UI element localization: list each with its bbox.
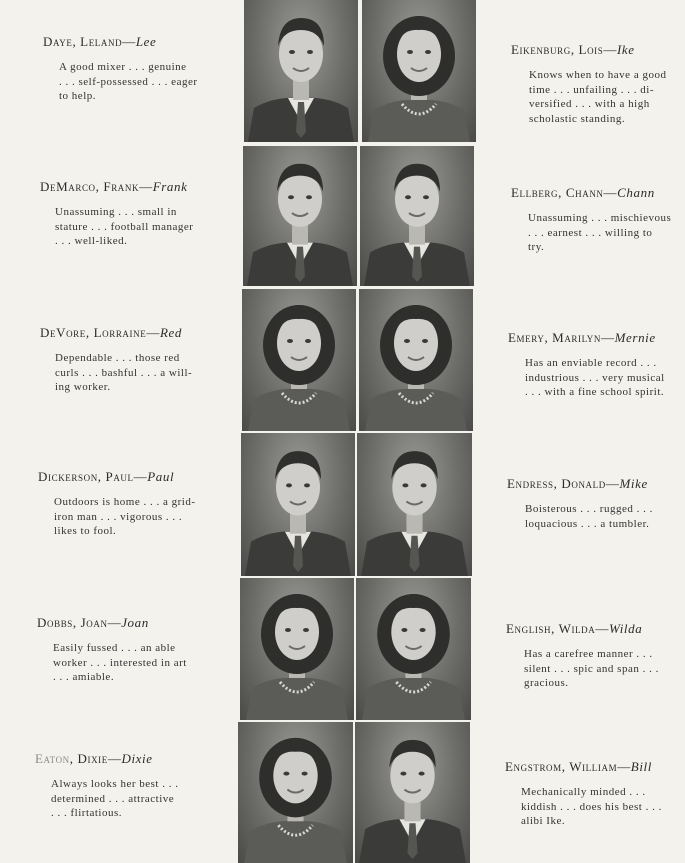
portrait-photo — [244, 0, 358, 142]
portrait-photo — [242, 289, 356, 431]
portrait-photo — [357, 433, 472, 576]
student-name: Dobbs, Joan—Joan — [37, 615, 149, 630]
student-description: Boisterous . . . rugged . . . loquacious . . . a tumbler. — [525, 503, 653, 530]
portrait-photo — [359, 289, 473, 431]
entry-right-3 — [507, 476, 681, 531]
entry-right-0 — [511, 42, 681, 126]
student-description: Has a carefree manner . . . silent . . . spic and span . . . gracious. — [524, 648, 659, 689]
entry-right-1 — [511, 185, 681, 255]
entry-right-4 — [506, 621, 681, 691]
portrait-photo — [243, 146, 357, 286]
student-name: Emery, Marilyn—Mernie — [508, 330, 656, 345]
portrait-photo — [241, 433, 355, 576]
student-description: Knows when to have a good time . . . unfailing . . . di- versified . . . with a high scholastic standing. — [529, 69, 667, 125]
portrait-photo — [355, 722, 470, 863]
student-description: Has an enviable record . . . industrious . . . very musical . . . with a fine school spirit. — [525, 357, 665, 398]
portrait-photo — [356, 578, 471, 720]
portrait-photo — [240, 578, 354, 720]
student-name: Daye, Leland—Lee — [43, 34, 157, 49]
student-name: Dickerson, Paul—Paul — [38, 469, 175, 484]
student-name: Endress, Donald—Mike — [507, 476, 648, 491]
student-name: Engstrom, William—Bill — [505, 759, 652, 774]
entry-left-1 — [40, 179, 212, 249]
entry-left-4 — [37, 615, 209, 685]
student-description: Outdoors is home . . . a grid- iron man . . . vigorous . . . likes to fool. — [54, 496, 196, 537]
student-name: DeVore, Lorraine—Red — [40, 325, 182, 340]
student-name: Ellberg, Chann—Chann — [511, 185, 655, 200]
entry-left-5 — [35, 751, 207, 821]
portrait-photo — [362, 0, 476, 142]
student-description: Always looks her best . . . determined . . . attractive . . . flirtatious. — [51, 778, 179, 819]
student-name: Eikenburg, Lois—Ike — [511, 42, 635, 57]
student-description: Unassuming . . . small in stature . . . football manager . . . well-liked. — [55, 206, 194, 247]
entry-left-3 — [38, 469, 210, 539]
student-description: A good mixer . . . genuine . . . self-possessed . . . eager to help. — [59, 61, 198, 102]
entry-right-5 — [505, 759, 681, 829]
student-description: Unassuming . . . mischievous . . . earnest . . . willing to try. — [528, 212, 672, 253]
student-description: Easily fussed . . . an able worker . . . interested in art . . . amiable. — [53, 642, 187, 683]
student-name: DeMarco, Frank—Frank — [40, 179, 188, 194]
entry-left-0 — [43, 34, 211, 104]
entry-right-2 — [508, 330, 682, 400]
portrait-photo — [360, 146, 474, 286]
entry-left-2 — [40, 325, 212, 395]
student-name: English, Wilda—Wilda — [506, 621, 643, 636]
portrait-photo — [238, 722, 353, 863]
student-description: Mechanically minded . . . kiddish . . . does his best . . . alibi Ike. — [521, 786, 662, 827]
student-name: Eaton, Dixie—Dixie — [35, 751, 153, 766]
student-description: Dependable . . . those red curls . . . bashful . . . a will- ing worker. — [55, 352, 193, 393]
